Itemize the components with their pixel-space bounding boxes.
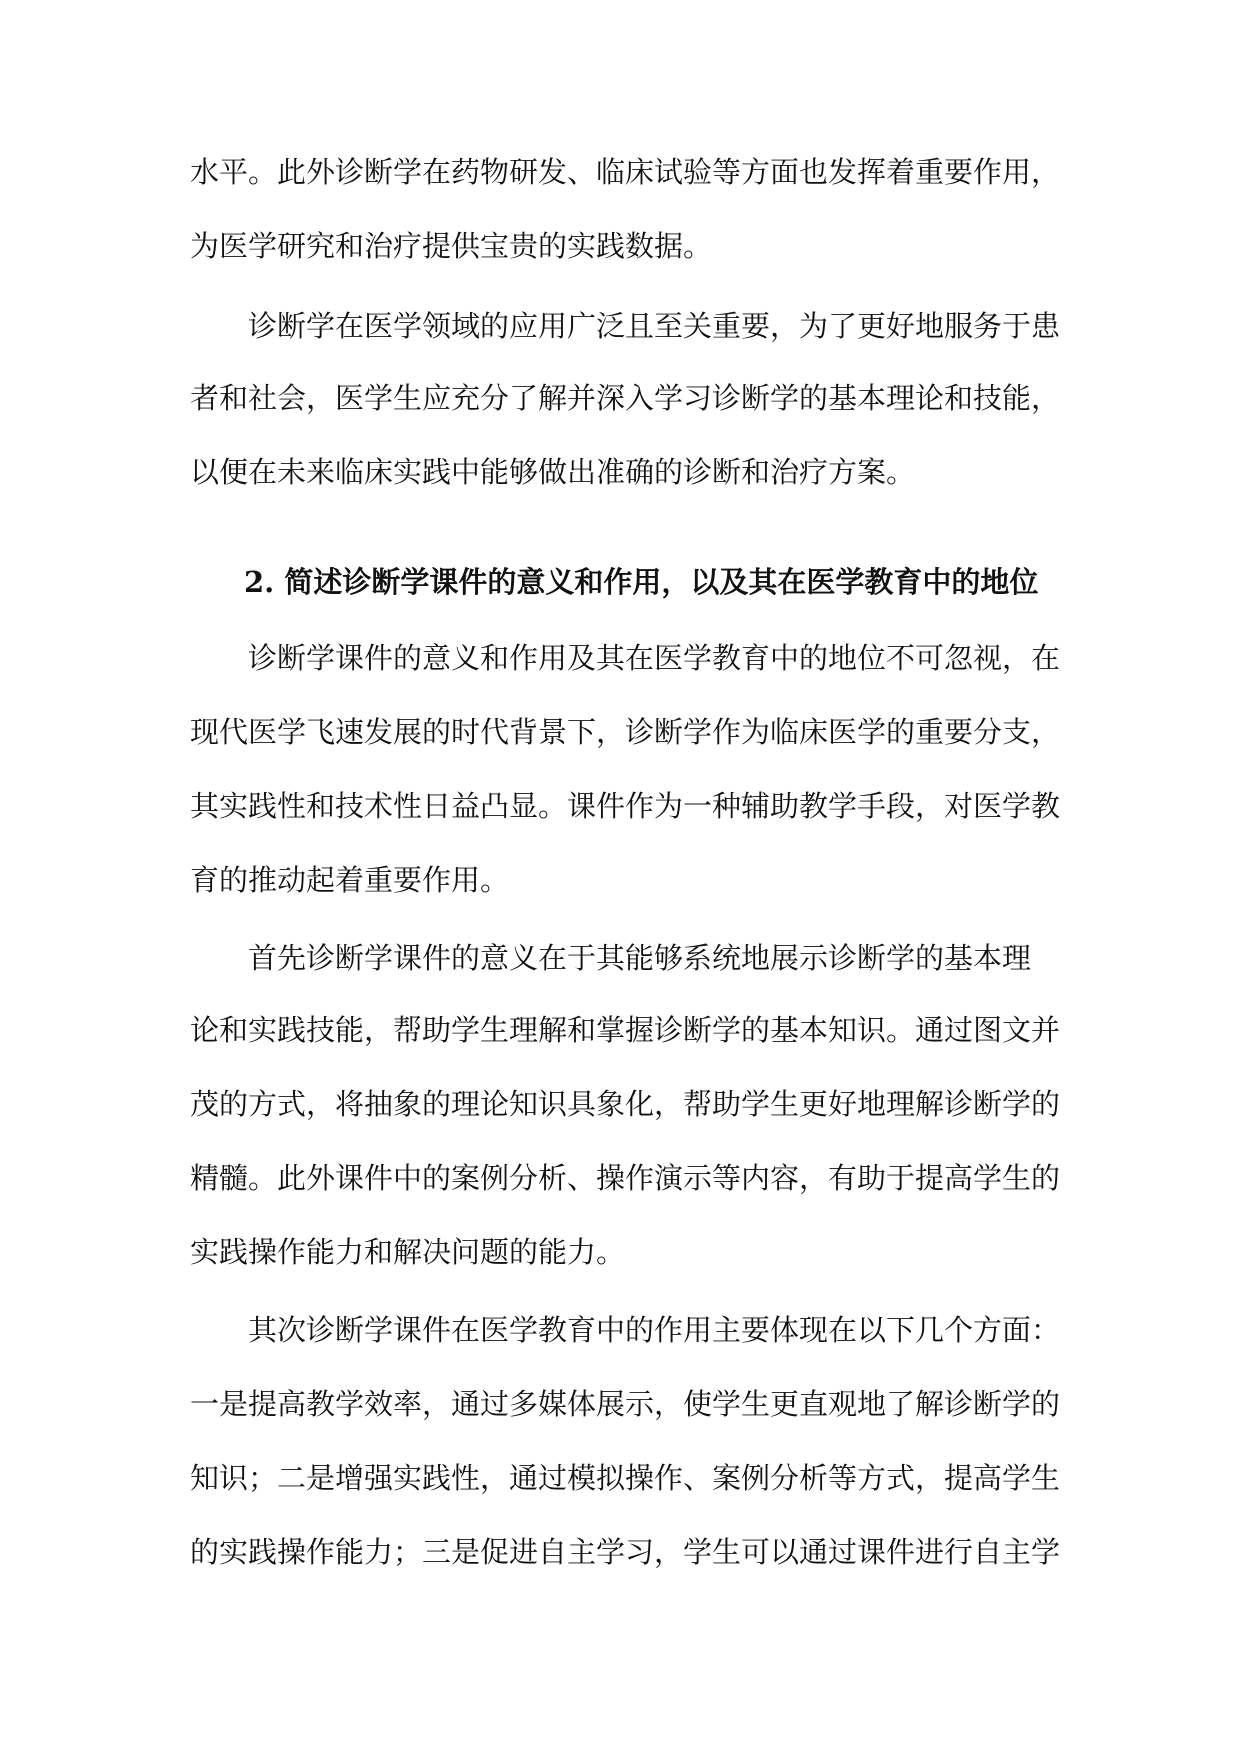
text-line: 现代医学飞速发展的时代背景下，诊断学作为临床医学的重要分支， — [190, 715, 1061, 749]
text-line: 其实践性和技术性日益凸显。课件作为一种辅助教学手段，对医学教 — [190, 789, 1061, 823]
text-line: 茂的方式，将抽象的理论知识具象化，帮助学生更好地理解诊断学的 — [190, 1087, 1061, 1121]
text-line: 育的推动起着重要作用。 — [190, 863, 510, 897]
text-line: 诊断学课件的意义和作用及其在医学教育中的地位不可忽视，在 — [248, 641, 1061, 675]
text-line: 诊断学在医学领域的应用广泛且至关重要，为了更好地服务于患 — [248, 309, 1061, 343]
text-line: 者和社会，医学生应充分了解并深入学习诊断学的基本理论和技能， — [190, 381, 1061, 415]
section-heading: 2. 简述诊断学课件的意义和作用，以及其在医学教育中的地位 — [244, 565, 1039, 599]
text-line: 的实践操作能力；三是促进自主学习，学生可以通过课件进行自主学 — [190, 1535, 1061, 1569]
text-line: 论和实践技能，帮助学生理解和掌握诊断学的基本知识。通过图文并 — [190, 1013, 1061, 1047]
text-line: 一是提高教学效率，通过多媒体展示，使学生更直观地了解诊断学的 — [190, 1387, 1061, 1421]
text-line: 首先诊断学课件的意义在于其能够系统地展示诊断学的基本理 — [248, 941, 1032, 975]
text-line: 其次诊断学课件在医学教育中的作用主要体现在以下几个方面： — [248, 1313, 1061, 1347]
text-line: 知识；二是增强实践性，通过模拟操作、案例分析等方式，提高学生 — [190, 1461, 1061, 1495]
text-line: 以便在未来临床实践中能够做出准确的诊断和治疗方案。 — [190, 455, 916, 489]
text-line: 精髓。此外课件中的案例分析、操作演示等内容，有助于提高学生的 — [190, 1161, 1061, 1195]
text-line: 为医学研究和治疗提供宝贵的实践数据。 — [190, 229, 713, 263]
text-line: 实践操作能力和解决问题的能力。 — [190, 1235, 626, 1269]
text-line: 水平。此外诊断学在药物研发、临床试验等方面也发挥着重要作用， — [190, 155, 1061, 189]
